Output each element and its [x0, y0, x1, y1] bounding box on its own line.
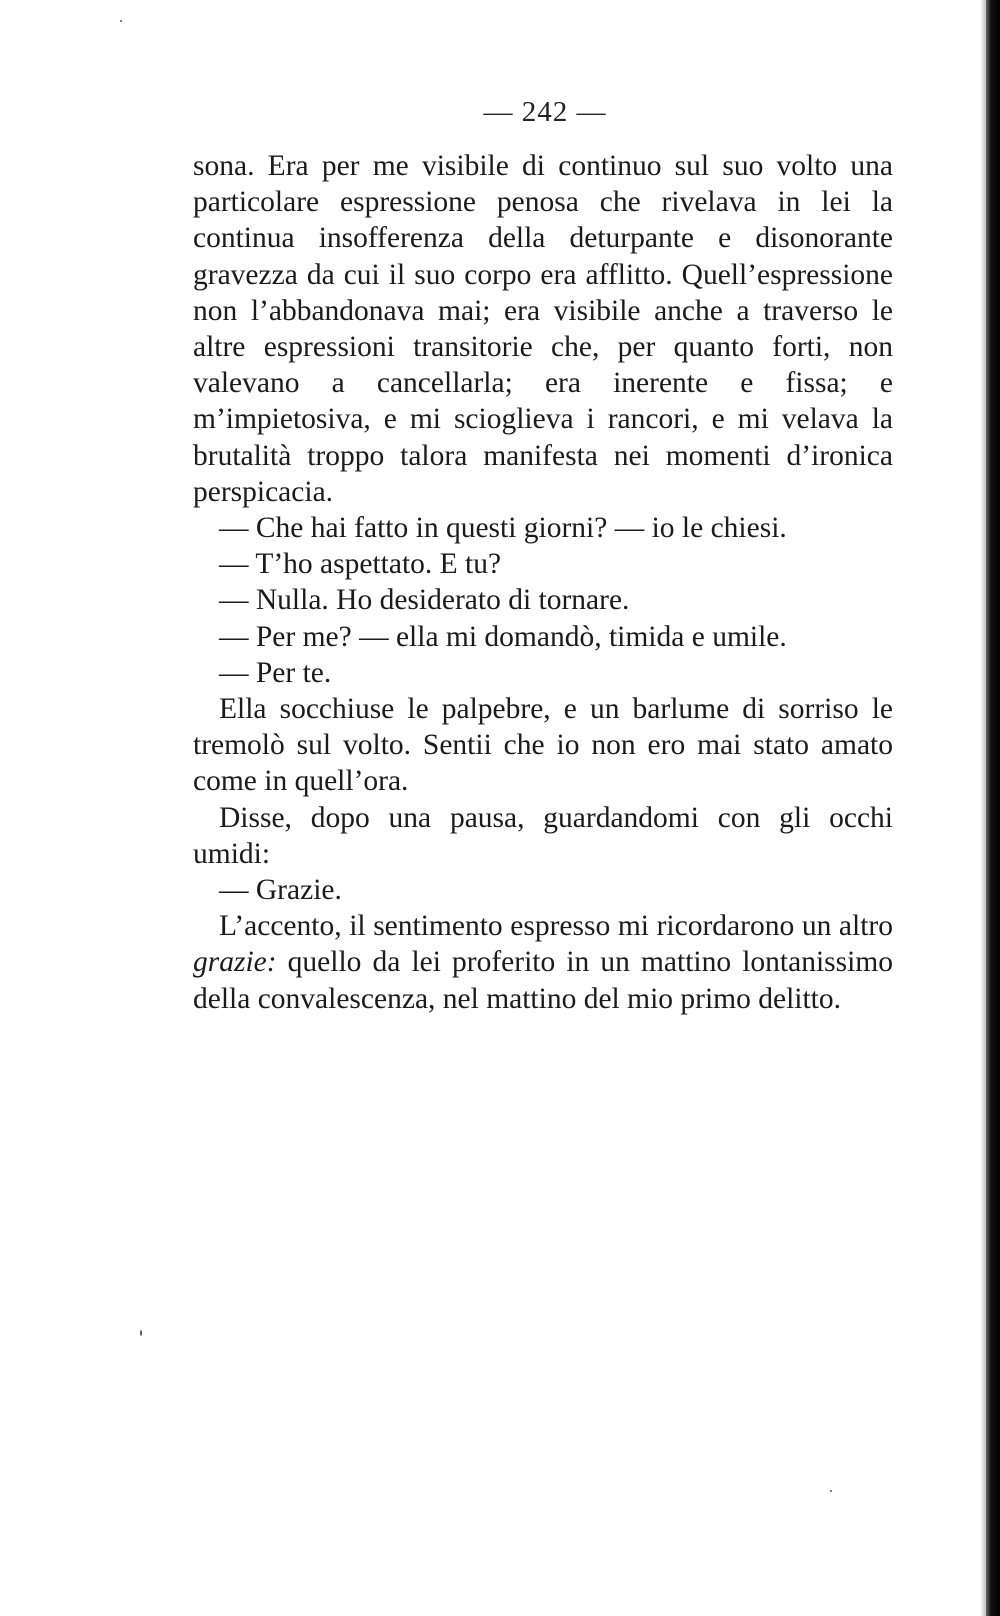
- paragraph: Ella socchiuse le palpebre, e un barlume di sorriso le tremolò sul volto. Sentii che io non ero mai stato amato come in quell’ora.: [193, 693, 893, 798]
- dialogue-line: — Che hai fatto in questi giorni? — io le chiesi.: [219, 512, 787, 545]
- dialogue-line: — Nulla. Ho desiderato di tornare.: [219, 584, 630, 617]
- italic-word: grazie:: [193, 946, 277, 979]
- body-text: [193, 148, 893, 1017]
- paper-speck: [830, 1490, 832, 1492]
- paragraph: [193, 908, 893, 1017]
- paragraph: Disse, dopo una pausa, guardandomi con gli occhi umidi:: [193, 801, 893, 870]
- page-number: — 242 —: [483, 96, 607, 128]
- dialogue-line: — Grazie.: [219, 874, 342, 907]
- dialogue-line: — Per me? — ella mi domandò, timida e umile.: [219, 620, 787, 653]
- paragraph-text: L’accento, il sentimento espresso mi ricordarono un altro: [219, 910, 893, 943]
- paper-speck: [120, 20, 122, 22]
- dialogue-line: — T’ho aspettato. E tu?: [219, 548, 502, 581]
- page-binding-edge: [986, 0, 1000, 1616]
- paragraph: sona. Era per me visibile di continuo sul suo volto una particolare espressione penosa che rivelava in lei la continua insofferenza della deturpante e disonorante gravezza da cui il suo corpo era afflitto. Quell’espressione non l’abbandonava mai; era visibile anche a traverso le altre espressioni transitorie che, per quanto forti, non valevano a cancellarla; era inerente e fissa; e m’impietosiva, e mi scioglieva i rancori, e mi velava la brutalità troppo talora manifesta nei momenti d’ironica perspicacia.: [193, 150, 893, 508]
- paragraph-text: quello da lei proferito in un mattino lontanissimo della convalescenza, nel mattino del mio primo delitto.: [193, 946, 893, 1015]
- dialogue-line: — Per te.: [219, 656, 332, 689]
- paper-speck: [140, 1330, 142, 1336]
